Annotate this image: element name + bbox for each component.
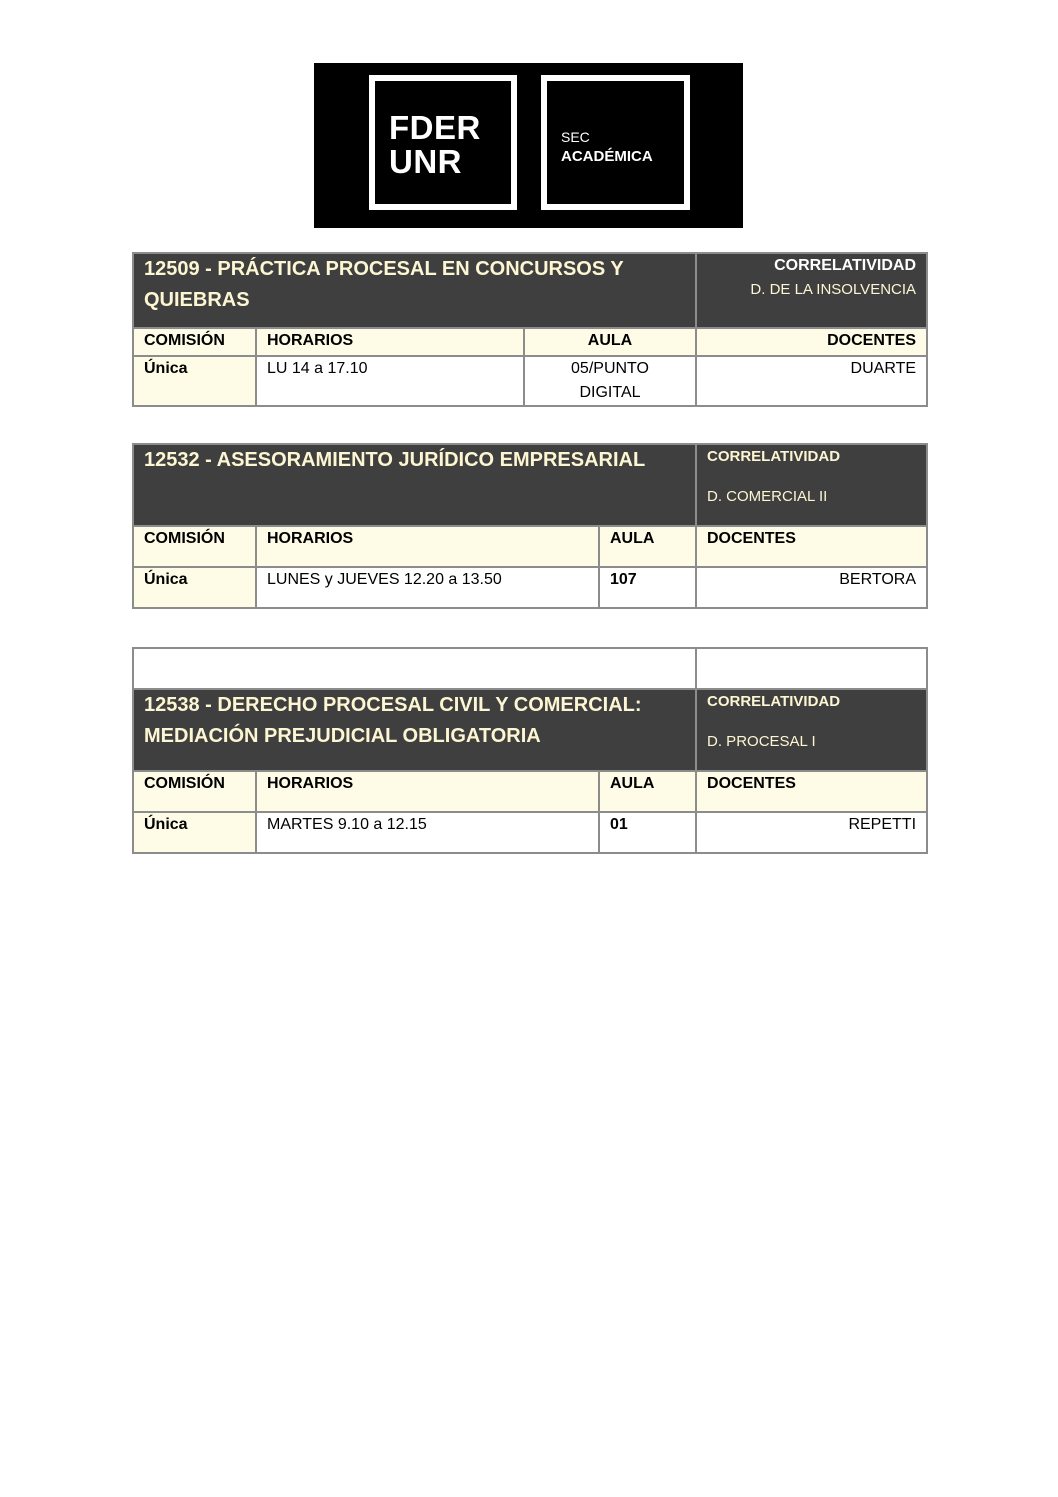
- cell-comision: Única: [133, 567, 256, 608]
- cell-aula: 05/PUNTO DIGITAL: [524, 356, 696, 406]
- course-title: 12532 - ASESORAMIENTO JURÍDICO EMPRESARIAL: [133, 444, 696, 526]
- col-docentes: DOCENTES: [696, 771, 927, 812]
- empty-spacer-row: [133, 648, 927, 689]
- table-row: [133, 567, 927, 608]
- correlatividad-cell: [696, 444, 927, 526]
- table-row: [133, 356, 927, 406]
- cell-docentes: DUARTE: [696, 356, 927, 406]
- correlatividad-label: CORRELATIVIDAD: [707, 448, 841, 465]
- col-horarios: HORARIOS: [256, 771, 599, 812]
- sec-academica-logo-box: [541, 75, 690, 210]
- cell-horarios: LUNES y JUEVES 12.20 a 13.50: [256, 567, 599, 608]
- correlatividad-cell: [696, 253, 927, 328]
- col-comision: COMISIÓN: [133, 328, 256, 356]
- correlatividad-cell: [696, 689, 927, 771]
- col-docentes: DOCENTES: [696, 328, 927, 356]
- sec-academica-wordmark: SEC ACADÉMICA: [561, 129, 653, 165]
- cell-aula: 01: [599, 812, 696, 853]
- col-horarios: HORARIOS: [256, 328, 524, 356]
- col-aula: AULA: [524, 328, 696, 356]
- correlatividad-label: CORRELATIVIDAD: [774, 257, 917, 274]
- cell-comision: Única: [133, 812, 256, 853]
- column-header-row: [133, 771, 927, 812]
- correlatividad-label: CORRELATIVIDAD: [707, 693, 841, 710]
- course-table-12532: [132, 443, 928, 609]
- cell-docentes: BERTORA: [696, 567, 927, 608]
- column-header-row: [133, 526, 927, 567]
- col-aula: AULA: [599, 526, 696, 567]
- fder-unr-logo-box: [369, 75, 517, 210]
- col-comision: COMISIÓN: [133, 526, 256, 567]
- cell-comision: Única: [133, 356, 256, 406]
- col-docentes: DOCENTES: [696, 526, 927, 567]
- course-table-12538: [132, 647, 928, 854]
- column-header-row: [133, 328, 927, 356]
- course-table-12509: [132, 252, 928, 407]
- fder-unr-logo-banner: [314, 63, 743, 228]
- correlatividad-value: D. DE LA INSOLVENCIA: [750, 281, 917, 298]
- correlatividad-value: D. COMERCIAL II: [707, 488, 828, 505]
- cell-horarios: MARTES 9.10 a 12.15: [256, 812, 599, 853]
- col-aula: AULA: [599, 771, 696, 812]
- table-row: [133, 812, 927, 853]
- cell-aula: 107: [599, 567, 696, 608]
- correlatividad-value: D. PROCESAL I: [707, 733, 816, 750]
- col-comision: COMISIÓN: [133, 771, 256, 812]
- course-title: 12509 - PRÁCTICA PROCESAL EN CONCURSOS Y QUIEBRAS: [133, 253, 696, 328]
- course-header-row: [133, 253, 927, 328]
- course-header-row: [133, 444, 927, 526]
- fder-unr-wordmark: FDER UNR: [389, 109, 481, 180]
- course-header-row: [133, 689, 927, 771]
- course-title: 12538 - DERECHO PROCESAL CIVIL Y COMERCIAL: MEDIACIÓN PREJUDICIAL OBLIGATORIA: [133, 689, 696, 771]
- empty-cell: [133, 648, 696, 689]
- col-horarios: HORARIOS: [256, 526, 599, 567]
- cell-horarios: LU 14 a 17.10: [256, 356, 524, 406]
- cell-docentes: REPETTI: [696, 812, 927, 853]
- empty-cell: [696, 648, 927, 689]
